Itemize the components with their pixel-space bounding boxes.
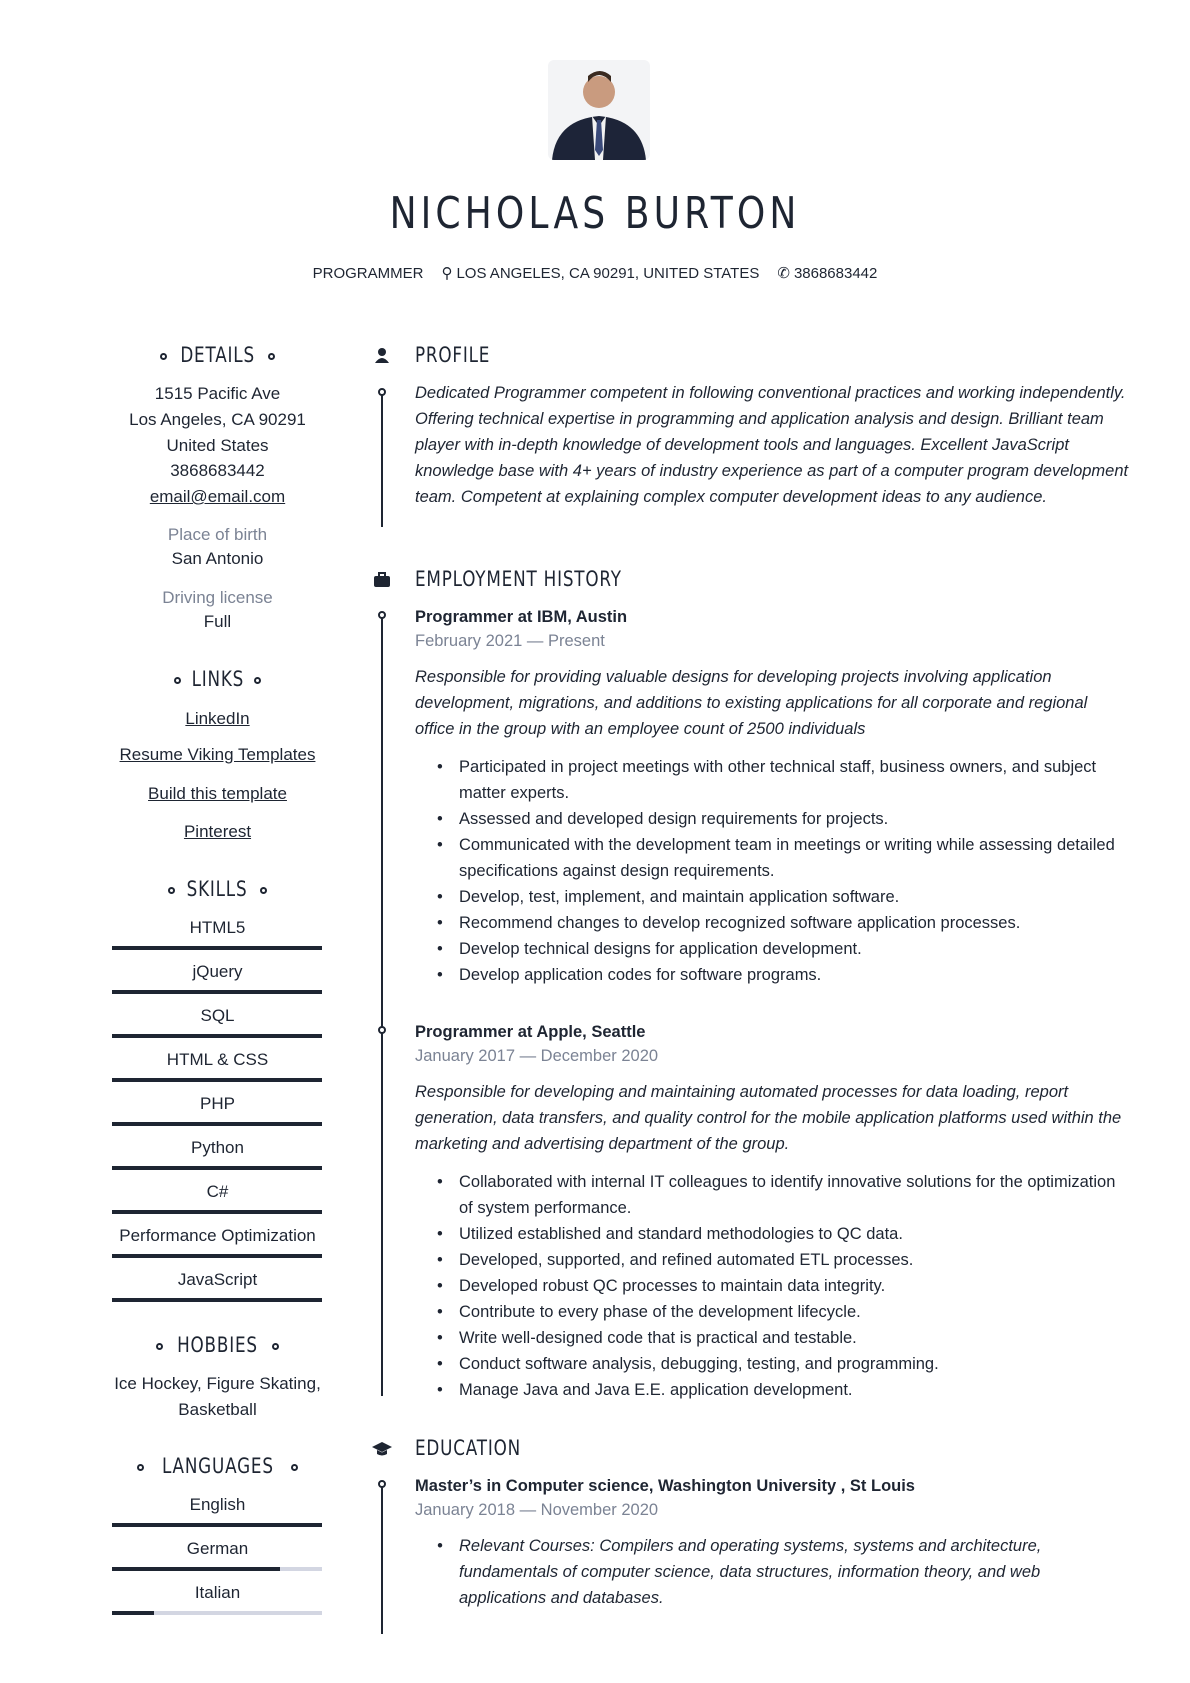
language-name: Italian <box>194 1583 241 1602</box>
job-bullet: • Conduct software analysis, debugging, testing, and programming. <box>415 1351 1130 1377</box>
skill-level-bar <box>112 1254 322 1258</box>
profile-heading: PROFILE <box>415 343 491 367</box>
skill-name: SQL <box>200 1006 235 1025</box>
skill-level-fill <box>112 946 322 950</box>
skill-name: jQuery <box>192 962 243 981</box>
job-description: Responsible for providing valuable designs for developing projects involving application development, migrations, and additions to existing applications for all corporate and regional office in the group with an employee count of 2500 individuals <box>415 668 1088 738</box>
job-title: PROGRAMMER <box>312 264 424 282</box>
job-bullet: • Utilized established and standard methodologies to QC data. <box>415 1221 1130 1247</box>
driving-license: Full <box>203 612 232 631</box>
language-level-bar <box>112 1611 322 1615</box>
profile-photo <box>548 60 650 160</box>
skill-level-bar <box>112 1034 322 1038</box>
skill-name: C# <box>206 1182 229 1201</box>
link-resume-viking[interactable]: Resume Viking Templates <box>119 745 316 764</box>
job-bullet: • Contribute to every phase of the development lifecycle. <box>415 1299 1130 1325</box>
language-level-fill <box>112 1611 154 1615</box>
skill-level-bar <box>112 1122 322 1126</box>
job-bullet: • Manage Java and Java E.E. application development. <box>415 1377 1130 1403</box>
skill-name: PHP <box>200 1094 235 1113</box>
skill-level-fill <box>112 1078 322 1082</box>
skill-level-fill <box>112 1254 322 1258</box>
timeline-pin <box>378 1480 386 1488</box>
language-name: English <box>189 1495 246 1514</box>
skill-level-bar <box>112 1078 322 1082</box>
education-entry <box>415 1473 1130 1611</box>
job-entry <box>415 1019 1130 1403</box>
person-icon <box>372 346 392 366</box>
candidate-name: NICHOLAS BURTON <box>389 188 801 239</box>
job-bullets <box>415 754 1130 988</box>
job-bullet: • Develop technical designs for application development. <box>415 936 1130 962</box>
job-description: Responsible for developing and maintaining automated processes for data loading, report generation, data transfers, and quality control for the mobile application platforms used within the marketing and advertising department of the group. <box>415 1083 1122 1153</box>
location: LOS ANGELES, CA 90291, UNITED STATES <box>456 264 760 282</box>
job-bullet: • Collaborated with internal IT colleagues to identify innovative solutions for the optimization of system performance. <box>415 1169 1130 1221</box>
education-bullet: • Relevant Courses: Compilers and operating systems, systems and architecture, fundamentals of computer science, data structures, information theory, and web applications and databases. <box>415 1533 1130 1611</box>
details-heading: DETAILS <box>105 343 330 367</box>
link-pinterest[interactable]: Pinterest <box>183 822 252 841</box>
location-pin-icon: ⚲ <box>441 265 453 282</box>
skill-name: HTML5 <box>189 918 246 937</box>
timeline-line <box>381 615 383 1396</box>
skill-level-fill <box>112 1034 322 1038</box>
education-dates: January 2018 — November 2020 <box>415 1501 659 1519</box>
employment-heading: EMPLOYMENT HISTORY <box>415 567 622 591</box>
timeline-pin <box>378 388 386 396</box>
phone-detail: 3868683442 <box>170 461 265 480</box>
job-title: Programmer at IBM, Austin <box>415 608 628 626</box>
hobbies-heading: HOBBIES <box>105 1333 330 1357</box>
email-link[interactable]: email@email.com <box>149 487 286 506</box>
links-heading: LINKS <box>105 667 330 691</box>
language-level-bar <box>112 1567 322 1571</box>
skill-level-bar <box>112 1298 322 1302</box>
skill-level-bar <box>112 1210 322 1214</box>
job-dates: January 2017 — December 2020 <box>415 1047 659 1065</box>
education-heading: EDUCATION <box>415 1436 521 1460</box>
link-linkedin[interactable]: LinkedIn <box>185 709 250 728</box>
skill-level-fill <box>112 1166 322 1170</box>
hobbies-text: Ice Hockey, Figure Skating, <box>114 1374 321 1393</box>
skill-level-fill <box>112 1298 322 1302</box>
job-bullet: • Developed robust QC processes to maintain data integrity. <box>415 1273 1130 1299</box>
phone-icon: ✆ <box>777 265 790 282</box>
language-level-fill <box>112 1523 322 1527</box>
job-title: Programmer at Apple, Seattle <box>415 1023 646 1041</box>
skills-heading: SKILLS <box>105 877 330 901</box>
timeline-pin <box>378 1026 386 1034</box>
place-of-birth: San Antonio <box>171 549 264 568</box>
address-line: Los Angeles, CA 90291 <box>129 410 306 429</box>
job-bullet: • Assessed and developed design requirements for projects. <box>415 806 1130 832</box>
job-bullet: • Recommend changes to develop recognized software application processes. <box>415 910 1130 936</box>
degree-title: Master’s in Computer science, Washington University , St Louis <box>415 1477 915 1495</box>
job-entry <box>415 604 1130 988</box>
address-line: United States <box>166 436 269 455</box>
job-bullet: • Write well-designed code that is practical and testable. <box>415 1325 1130 1351</box>
graduation-cap-icon <box>372 1439 392 1459</box>
timeline-line <box>381 392 383 527</box>
job-bullet: • Communicated with the development team in meetings or writing while assessing detailed specifications against design requirements. <box>415 832 1130 884</box>
language-name: German <box>186 1539 249 1558</box>
language-level-bar <box>112 1523 322 1527</box>
header-info <box>0 264 1190 282</box>
address-line: 1515 Pacific Ave <box>154 384 281 403</box>
job-bullets <box>415 1169 1130 1403</box>
briefcase-icon <box>372 570 392 590</box>
job-dates: February 2021 — Present <box>415 632 605 650</box>
skill-name: Python <box>191 1138 244 1157</box>
job-bullet: • Develop, test, implement, and maintain application software. <box>415 884 1130 910</box>
skill-level-fill <box>112 1122 322 1126</box>
driving-license-label: Driving license <box>162 588 273 607</box>
languages-heading: LANGUAGES <box>105 1454 330 1478</box>
profile-text: Dedicated Programmer competent in following conventional practices and working independently. Offering technical expertise in programming and application analysis and design. Brilliant team player with in-depth knowledge of development tools and languages. Excellent JavaScript knowledge base with 4+ years of industry experience as part of a computer program development team. Competent at explaining complex computer development ideas to any audience. <box>415 384 1129 506</box>
skill-level-fill <box>112 1210 322 1214</box>
timeline-line <box>381 1484 383 1634</box>
job-bullet: • Developed, supported, and refined automated ETL processes. <box>415 1247 1130 1273</box>
skill-level-bar <box>112 946 322 950</box>
skill-level-bar <box>112 990 322 994</box>
job-bullet: • Participated in project meetings with other technical staff, business owners, and subject matter experts. <box>415 754 1130 806</box>
timeline-pin <box>378 611 386 619</box>
skill-name: HTML & CSS <box>166 1050 269 1069</box>
language-level-fill <box>112 1567 280 1571</box>
skill-level-bar <box>112 1166 322 1170</box>
skill-name: Performance Optimization <box>119 1226 316 1245</box>
skill-level-fill <box>112 990 322 994</box>
phone: 3868683442 <box>793 264 878 282</box>
skill-name: JavaScript <box>177 1270 258 1289</box>
hobbies-text: Basketball <box>178 1400 257 1419</box>
place-of-birth-label: Place of birth <box>167 525 268 544</box>
job-bullet: • Develop application codes for software programs. <box>415 962 1130 988</box>
link-build-template[interactable]: Build this template <box>148 784 287 803</box>
